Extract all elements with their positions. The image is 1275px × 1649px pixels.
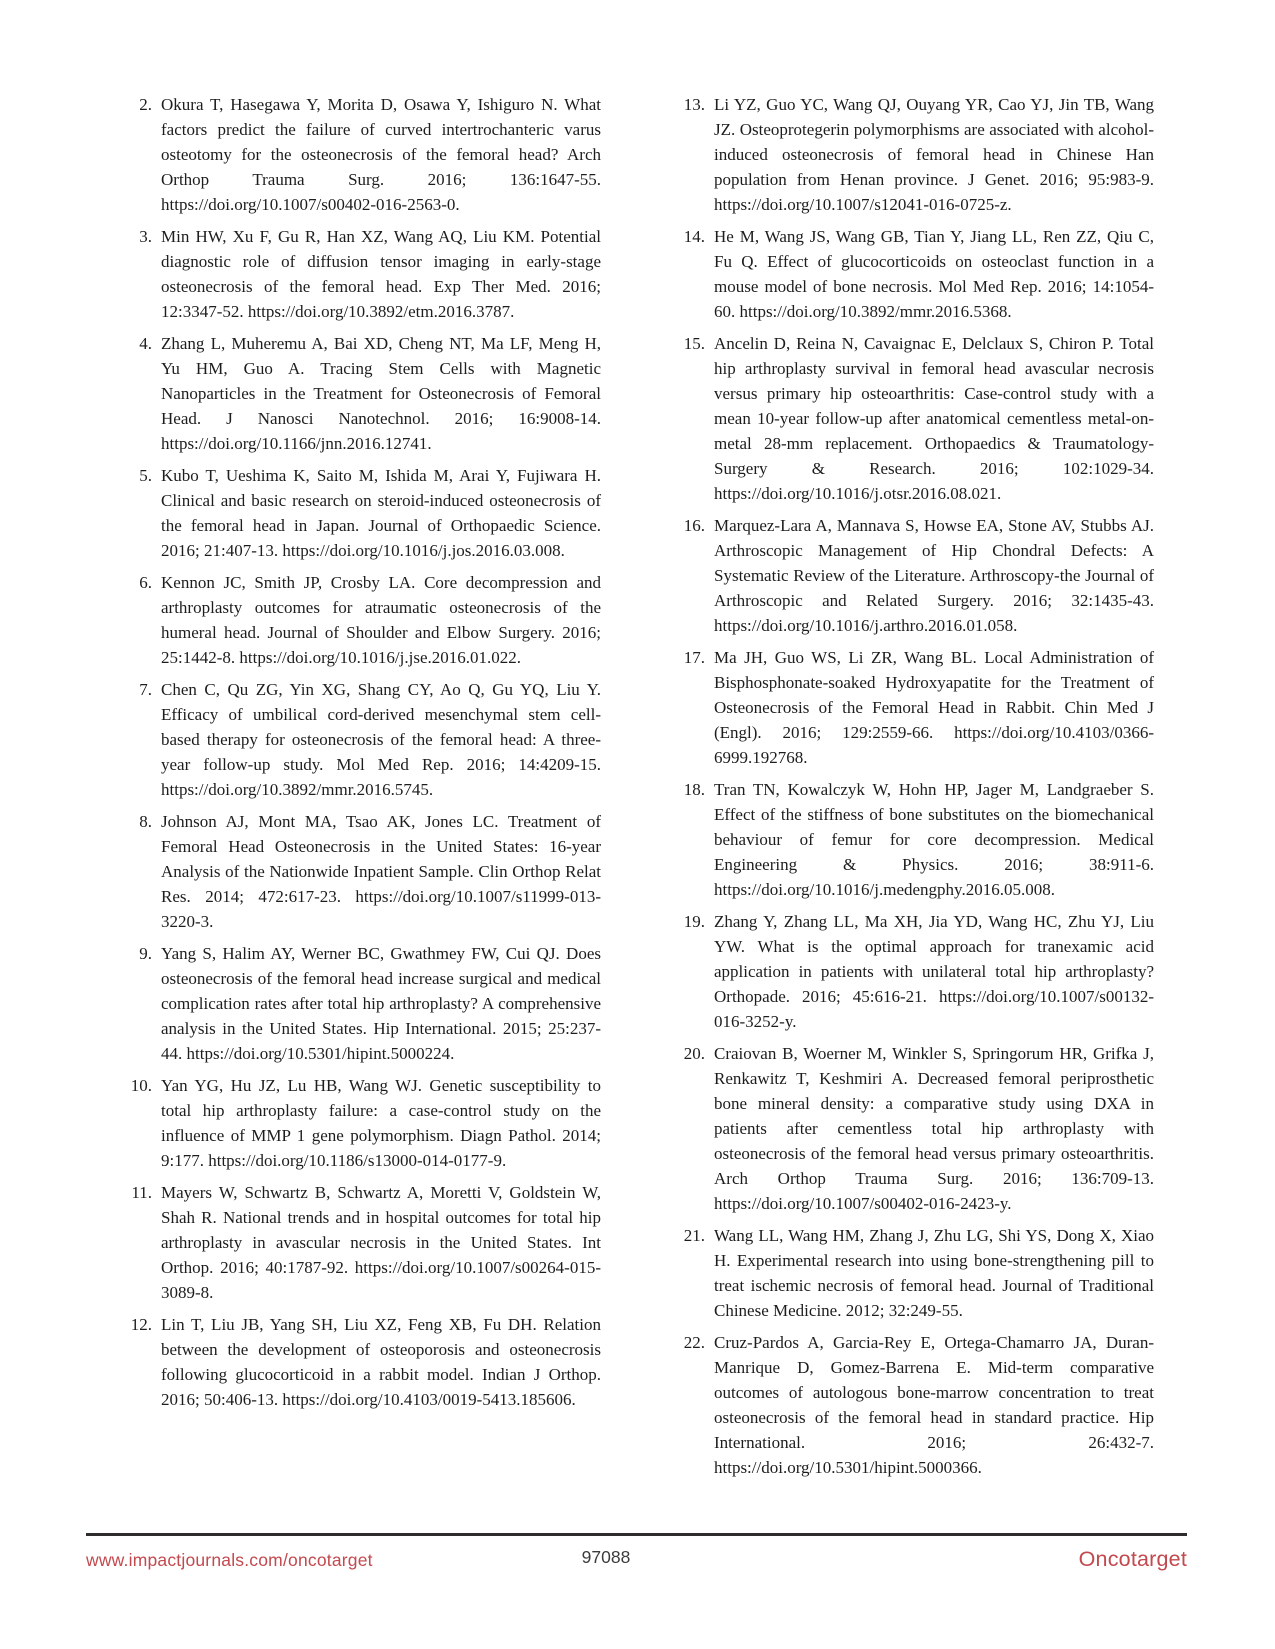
- reference-item: [118, 941, 601, 1066]
- reference-text: He M, Wang JS, Wang GB, Tian Y, Jiang LL, Ren ZZ, Qiu C, Fu Q. Effect of glucocorticoids on osteoclast function in a mouse model of bone necrosis. Mol Med Rep. 2016; 14:1054-60. https://doi.org/10.3892/mmr.2016.5368.: [714, 227, 1154, 321]
- reference-text: Li YZ, Guo YC, Wang QJ, Ouyang YR, Cao YJ, Jin TB, Wang JZ. Osteoprotegerin polymorphisms are associated with alcohol-induced osteonecrosis of femoral head in Chinese Han population from Henan province. J Genet. 2016; 95:983-9. https://doi.org/10.1007/s12041-016-0725-z.: [714, 95, 1154, 214]
- reference-text: Lin T, Liu JB, Yang SH, Liu XZ, Feng XB, Fu DH. Relation between the development of osteoporosis and osteonecrosis following glucocorticoid in a rabbit model. Indian J Orthop. 2016; 50:406-13. https://doi.org/10.4103/0019-5413.185606.: [161, 1315, 601, 1409]
- reference-text: Zhang Y, Zhang LL, Ma XH, Jia YD, Wang HC, Zhu YJ, Liu YW. What is the optimal approach for tranexamic acid application in patients with unilateral total hip arthroplasty? Orthopade. 2016; 45:616-21. https://doi.org/10.1007/s00132-016-3252-y.: [714, 912, 1154, 1031]
- reference-text: Min HW, Xu F, Gu R, Han XZ, Wang AQ, Liu KM. Potential diagnostic role of diffusion tensor imaging in early-stage osteonecrosis of the femoral head. Exp Ther Med. 2016; 12:3347-52. https://doi.org/10.3892/etm.2016.3787.: [161, 227, 601, 321]
- footer-journal-url[interactable]: www.impactjournals.com/oncotarget: [86, 1550, 373, 1570]
- reference-item: [118, 463, 601, 563]
- reference-item: [671, 331, 1154, 506]
- journal-wordmark: Oncotarget: [1078, 1547, 1187, 1571]
- reference-item: [671, 513, 1154, 638]
- reference-text: Mayers W, Schwartz B, Schwartz A, Moretti V, Goldstein W, Shah R. National trends and in hospital outcomes for total hip arthroplasty in avascular necrosis in the United States. Int Orthop. 2016; 40:1787-92. https://doi.org/10.1007/s00264-015-3089-8.: [161, 1183, 601, 1302]
- reference-number: 8.: [139, 812, 152, 831]
- reference-item: [118, 1180, 601, 1305]
- reference-number: 4.: [139, 334, 152, 353]
- reference-item: [671, 1223, 1154, 1323]
- reference-text: Zhang L, Muheremu A, Bai XD, Cheng NT, Ma LF, Meng H, Yu HM, Guo A. Tracing Stem Cells with Magnetic Nanoparticles in the Treatment for Osteonecrosis of Femoral Head. J Nanosci Nanotechnol. 2016; 16:9008-14. https://doi.org/10.1166/jnn.2016.12741.: [161, 334, 601, 453]
- reference-item: [118, 92, 601, 217]
- page-footer: [86, 1533, 1187, 1572]
- reference-text: Yan YG, Hu JZ, Lu HB, Wang WJ. Genetic susceptibility to total hip arthroplasty failure: a case-control study on the influence of MMP 1 gene polymorphism. Diagn Pathol. 2014; 9:177. https://doi.org/10.1186/s13000-014-0177-9.: [161, 1076, 601, 1170]
- reference-number: 7.: [139, 680, 152, 699]
- reference-item: [671, 645, 1154, 770]
- page-number: 97088: [581, 1547, 631, 1567]
- reference-number: 6.: [139, 573, 152, 592]
- reference-number: 16.: [683, 516, 705, 535]
- reference-text: Wang LL, Wang HM, Zhang J, Zhu LG, Shi YS, Dong X, Xiao H. Experimental research into using bone-strengthening pill to treat ischemic necrosis of femoral head. Journal of Traditional Chinese Medicine. 2012; 32:249-55.: [714, 1226, 1154, 1320]
- reference-number: 14.: [683, 227, 705, 246]
- reference-item: [118, 224, 601, 324]
- reference-text: Johnson AJ, Mont MA, Tsao AK, Jones LC. Treatment of Femoral Head Osteonecrosis in the United States: 16-year Analysis of the Nationwide Inpatient Sample. Clin Orthop Relat Res. 2014; 472:617-23. https://doi.org/10.1007/s11999-013-3220-3.: [161, 812, 601, 931]
- references-section: [118, 92, 1155, 1487]
- reference-item: [671, 909, 1154, 1034]
- reference-item: [118, 1073, 601, 1173]
- reference-text: Yang S, Halim AY, Werner BC, Gwathmey FW, Cui QJ. Does osteonecrosis of the femoral head increase surgical and medical complication rates after total hip arthroplasty? A comprehensive analysis in the United States. Hip International. 2015; 25:237-44. https://doi.org/10.5301/hipint.5000224.: [161, 944, 601, 1063]
- reference-number: 21.: [683, 1226, 705, 1245]
- reference-item: [118, 677, 601, 802]
- reference-text: Okura T, Hasegawa Y, Morita D, Osawa Y, Ishiguro N. What factors predict the failure of curved intertrochanteric varus osteotomy for the osteonecrosis of the femoral head? Arch Orthop Trauma Surg. 2016; 136:1647-55. https://doi.org/10.1007/s00402-016-2563-0.: [161, 95, 601, 214]
- reference-number: 15.: [683, 334, 705, 353]
- reference-number: 10.: [130, 1076, 152, 1095]
- reference-text: Kubo T, Ueshima K, Saito M, Ishida M, Arai Y, Fujiwara H. Clinical and basic research on steroid-induced osteonecrosis of the femoral head in Japan. Journal of Orthopaedic Science. 2016; 21:407-13. https://doi.org/10.1016/j.jos.2016.03.008.: [161, 466, 601, 560]
- reference-item: [118, 809, 601, 934]
- reference-item: [671, 92, 1154, 217]
- reference-number: 22.: [683, 1333, 705, 1352]
- reference-number: 20.: [683, 1044, 705, 1063]
- reference-item: [671, 1041, 1154, 1216]
- footer-row: [86, 1547, 1187, 1572]
- references-column-right: [671, 92, 1154, 1487]
- reference-text: Chen C, Qu ZG, Yin XG, Shang CY, Ao Q, Gu YQ, Liu Y. Efficacy of umbilical cord-derived mesenchymal stem cell-based therapy for osteonecrosis of the femoral head: A three-year follow-up study. Mol Med Rep. 2016; 14:4209-15. https://doi.org/10.3892/mmr.2016.5745.: [161, 680, 601, 799]
- reference-number: 9.: [139, 944, 152, 963]
- reference-item: [118, 570, 601, 670]
- reference-item: [118, 331, 601, 456]
- reference-number: 12.: [130, 1315, 152, 1334]
- reference-item: [671, 777, 1154, 902]
- reference-number: 5.: [139, 466, 152, 485]
- reference-number: 19.: [683, 912, 705, 931]
- footer-divider: [86, 1533, 1187, 1536]
- reference-number: 13.: [683, 95, 705, 114]
- reference-number: 3.: [139, 227, 152, 246]
- references-column-left: [118, 92, 601, 1487]
- reference-number: 17.: [683, 648, 705, 667]
- reference-text: Kennon JC, Smith JP, Crosby LA. Core decompression and arthroplasty outcomes for atraumatic osteonecrosis of the humeral head. Journal of Shoulder and Elbow Surgery. 2016; 25:1442-8. https://doi.org/10.1016/j.jse.2016.01.022.: [161, 573, 601, 667]
- reference-item: [671, 224, 1154, 324]
- reference-text: Ancelin D, Reina N, Cavaignac E, Delclaux S, Chiron P. Total hip arthroplasty survival in femoral head avascular necrosis versus primary hip osteoarthritis: Case-control study with a mean 10-year follow-up after anatomical cementless metal-on-metal 28-mm replacement. Orthopaedics & Traumatology-Surgery & Research. 2016; 102:1029-34. https://doi.org/10.1016/j.otsr.2016.08.021.: [714, 334, 1154, 503]
- reference-number: 18.: [683, 780, 705, 799]
- reference-text: Cruz-Pardos A, Garcia-Rey E, Ortega-Chamarro JA, Duran-Manrique D, Gomez-Barrena E. Mid-term comparative outcomes of autologous bone-marrow concentration to treat osteonecrosis of the femoral head in standard practice. Hip International. 2016; 26:432-7. https://doi.org/10.5301/hipint.5000366.: [714, 1333, 1154, 1477]
- reference-text: Tran TN, Kowalczyk W, Hohn HP, Jager M, Landgraeber S. Effect of the stiffness of bone substitutes on the biomechanical behaviour of femur for core decompression. Medical Engineering & Physics. 2016; 38:911-6. https://doi.org/10.1016/j.medengphy.2016.05.008.: [714, 780, 1154, 899]
- reference-text: Marquez-Lara A, Mannava S, Howse EA, Stone AV, Stubbs AJ. Arthroscopic Management of Hip Chondral Defects: A Systematic Review of the Literature. Arthroscopy-the Journal of Arthroscopic and Related Surgery. 2016; 32:1435-43. https://doi.org/10.1016/j.arthro.2016.01.058.: [714, 516, 1154, 635]
- reference-item: [671, 1330, 1154, 1480]
- reference-item: [118, 1312, 601, 1412]
- reference-text: Ma JH, Guo WS, Li ZR, Wang BL. Local Administration of Bisphosphonate-soaked Hydroxyapatite for the Treatment of Osteonecrosis of the Femoral Head in Rabbit. Chin Med J (Engl). 2016; 129:2559-66. https://doi.org/10.4103/0366-6999.192768.: [714, 648, 1154, 767]
- reference-number: 11.: [131, 1183, 152, 1202]
- reference-number: 2.: [139, 95, 152, 114]
- reference-text: Craiovan B, Woerner M, Winkler S, Springorum HR, Grifka J, Renkawitz T, Keshmiri A. Decreased femoral periprosthetic bone mineral density: a comparative study using DXA in patients after cementless total hip arthroplasty with osteonecrosis of the femoral head versus primary osteoarthritis. Arch Orthop Trauma Surg. 2016; 136:709-13. https://doi.org/10.1007/s00402-016-2423-y.: [714, 1044, 1154, 1213]
